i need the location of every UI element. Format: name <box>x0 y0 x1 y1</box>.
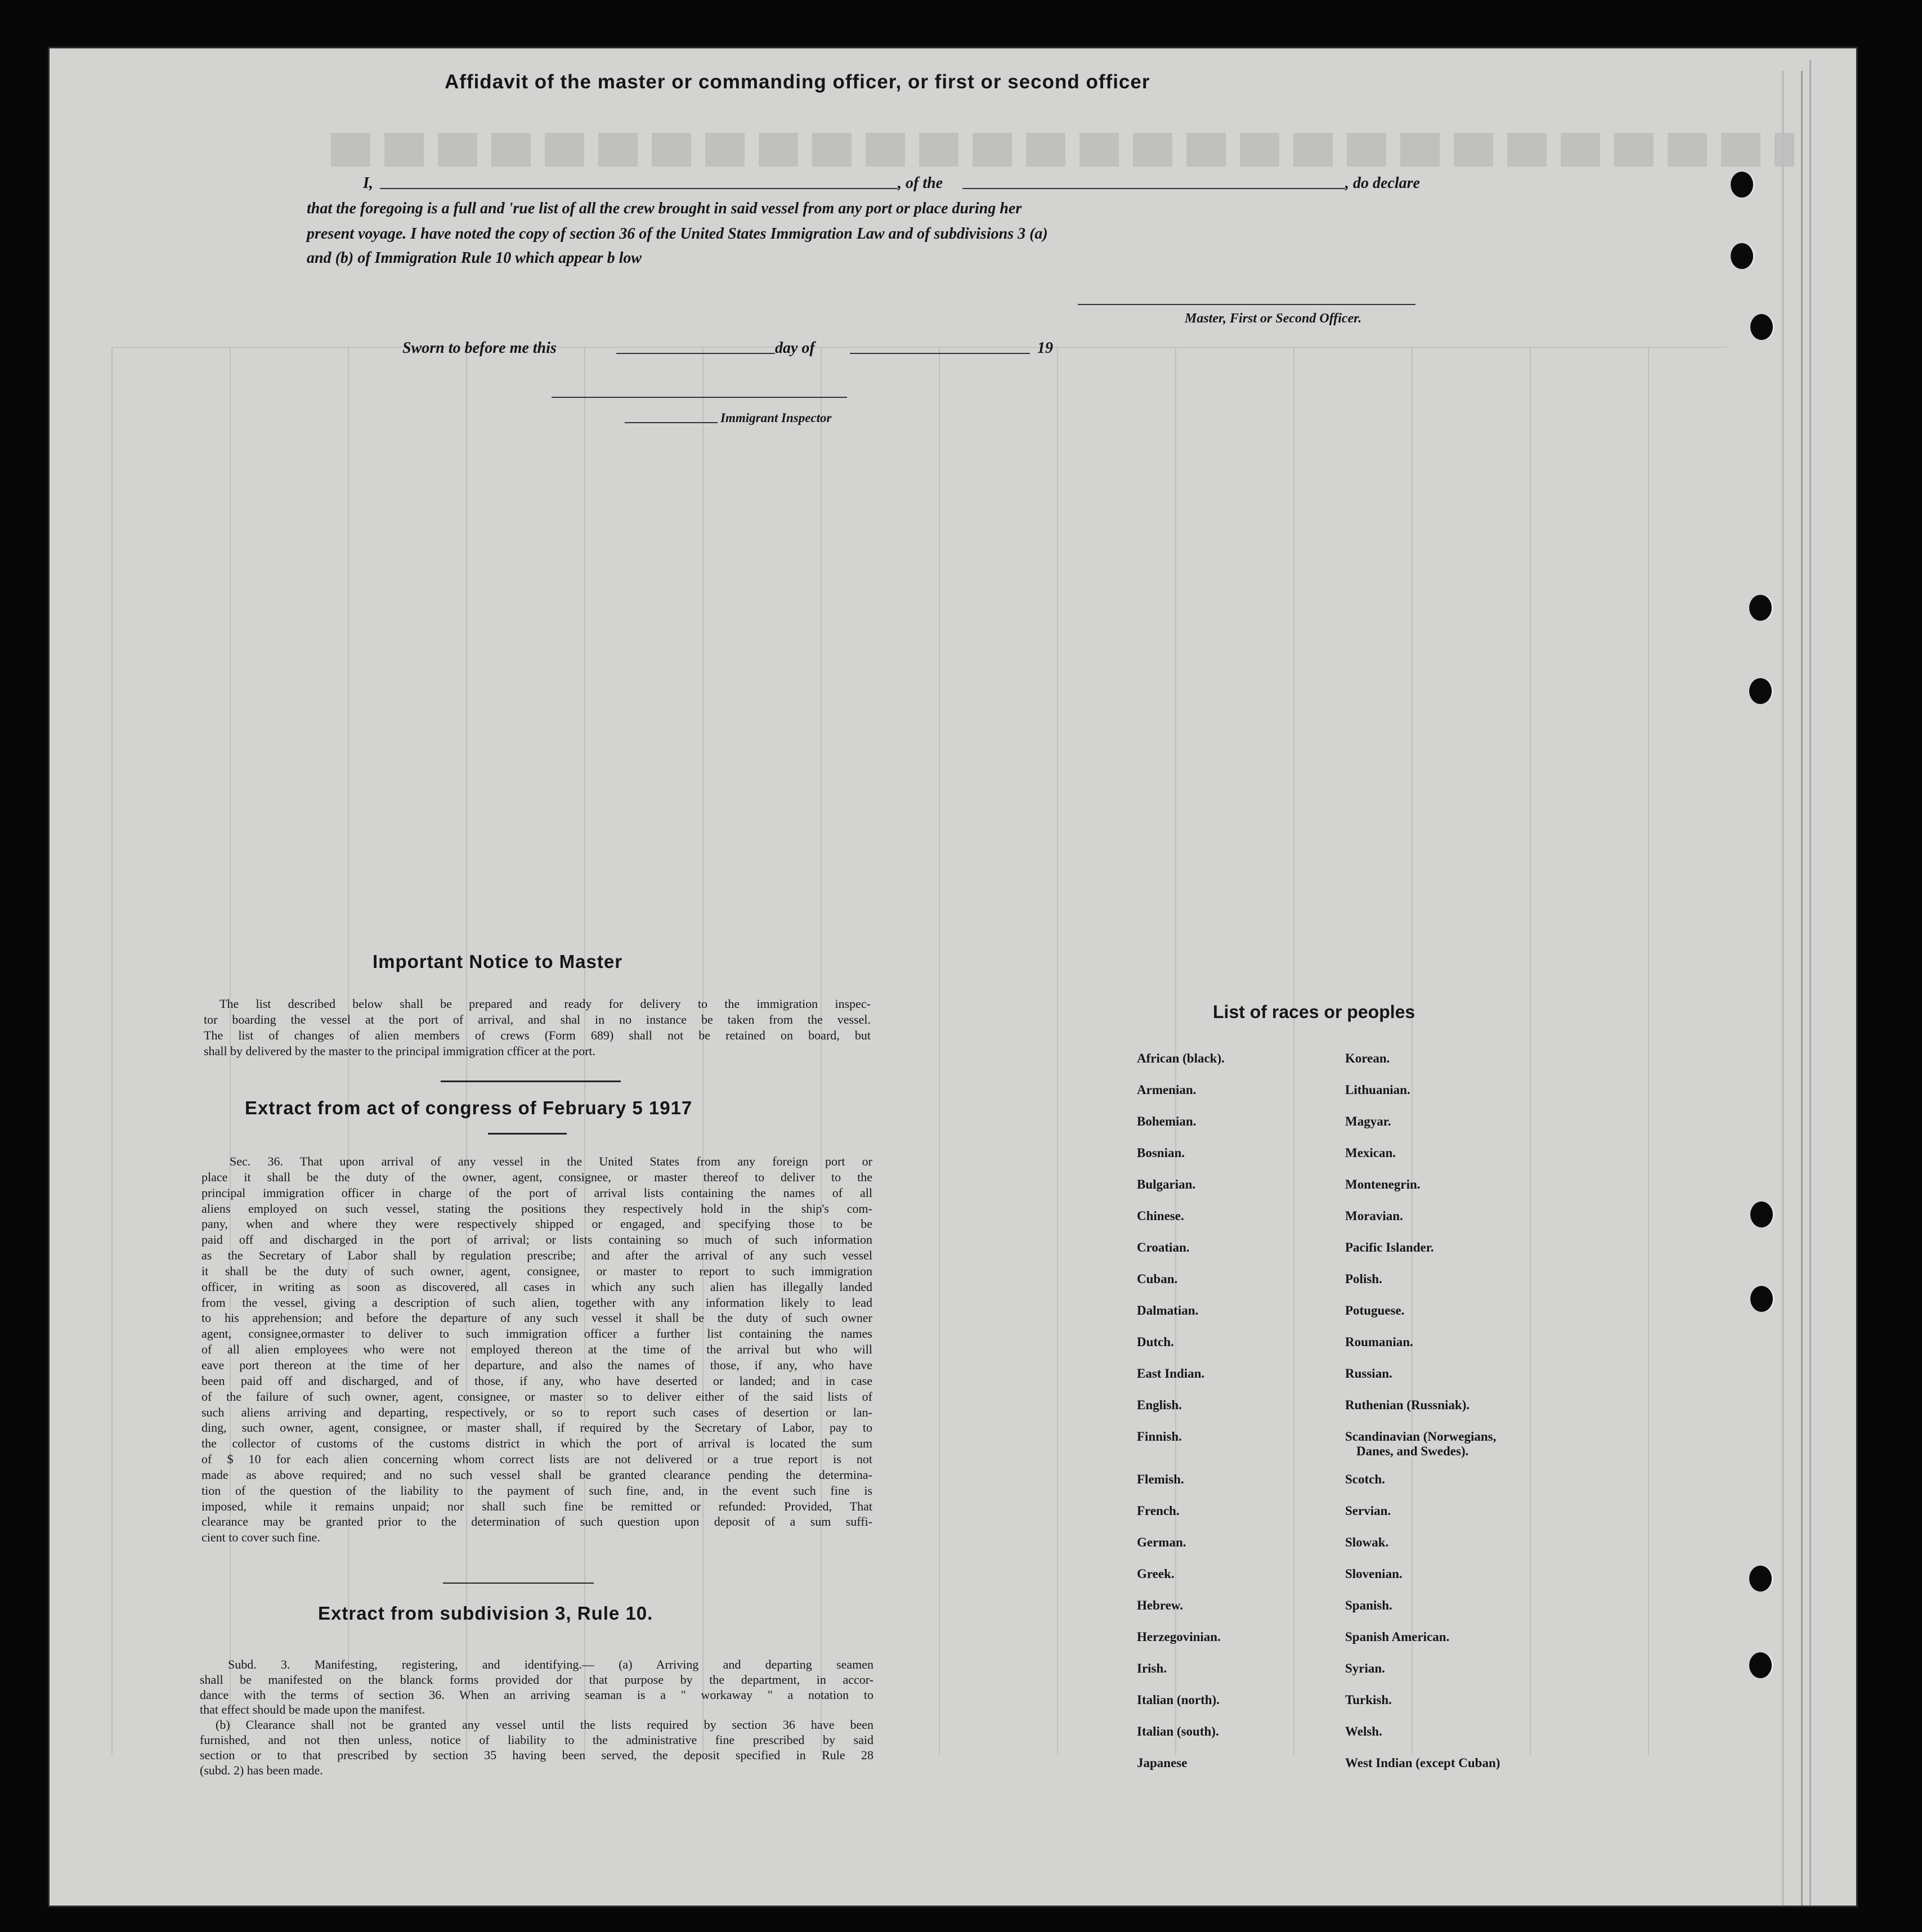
act-line: ding, such owner, agent, consignee, or master shall, if required by the Secretary of Labor, pay to <box>201 1420 872 1435</box>
rule-line: that effect should be made upon the manifest. <box>200 1702 425 1717</box>
sworn-line <box>402 339 1078 357</box>
race-item: Flemish. <box>1137 1472 1184 1486</box>
affidavit-declare: , do declare <box>1345 174 1420 192</box>
race-item: Slowak. <box>1345 1535 1389 1549</box>
race-item: Irish. <box>1137 1661 1167 1675</box>
race-item: Bulgarian. <box>1137 1177 1196 1191</box>
notice-line: The list described below shall be prepared and ready for delivery to the immigration inspec- <box>219 997 871 1011</box>
race-item: Syrian. <box>1345 1661 1385 1675</box>
inspector-signature-line <box>552 397 847 398</box>
race-item: Italian (south). <box>1137 1724 1219 1738</box>
affidavit-of-the: , of the <box>898 174 943 192</box>
rule-line: furnished, and not then unless, notice of liability to the administrative fine prescribed by said <box>200 1732 873 1747</box>
act-line: cient to cover such fine. <box>201 1530 320 1545</box>
race-item: Croatian. <box>1137 1240 1190 1254</box>
race-item: Pacific Islander. <box>1345 1240 1434 1254</box>
race-item: Roumanian. <box>1345 1335 1413 1349</box>
master-signature-line <box>1078 304 1415 305</box>
affidavit-line-4 <box>307 249 1430 267</box>
race-item: Cuban. <box>1137 1272 1178 1286</box>
act-line: made as above required; and no such vessel shall be granted clearance pending the determina- <box>201 1467 872 1482</box>
act-line: it shall be the duty of such owner, agent, consignee, or master to report to such immigration <box>201 1263 872 1278</box>
race-item: Slovenian. <box>1345 1567 1403 1581</box>
race-item: Armenian. <box>1137 1083 1197 1097</box>
notice-line: tor boarding the vessel at the port of arrival, and shal in no instance be taken from the vessel. <box>204 1012 871 1026</box>
rule-line: section or to that prescribed by section 35 having been served, the deposit specified in Rule 28 <box>200 1747 873 1762</box>
bleed-through-header <box>331 133 1794 167</box>
act-body <box>201 1154 872 1545</box>
notice-heading: Important Notice to Master <box>373 951 623 972</box>
act-line: from the vessel, giving a description of such alien, together with any information likely to lead <box>201 1295 872 1310</box>
race-item: Moravian. <box>1345 1209 1403 1223</box>
races-heading: List of races or peoples <box>1213 1002 1415 1022</box>
rule-body <box>200 1657 873 1778</box>
punch-hole <box>1749 678 1772 704</box>
race-item: Servian. <box>1345 1504 1391 1518</box>
act-line: tion of the question of the liability to the payment of such fine, and, in the event such fine is <box>201 1483 872 1498</box>
punch-hole <box>1750 1286 1773 1312</box>
act-line: to his apprehension; and before the departure of any such vessel it shall be the duty of such owner <box>201 1311 872 1325</box>
act-line: eave port thereon at the time of her departure, and also the names of those, if any, who have <box>201 1357 872 1372</box>
page-edge-back <box>1809 60 1825 1906</box>
race-item: Bosnian. <box>1137 1146 1185 1160</box>
manifest-page <box>50 48 1856 1906</box>
act-line: as the Secretary of Labor shall by regulation prescribe; and after the arrival of any such vessel <box>201 1248 872 1263</box>
race-item: Dalmatian. <box>1137 1303 1199 1317</box>
rule-heading: Extract from subdivision 3, Rule 10. <box>318 1603 653 1624</box>
page-edge <box>1782 71 1803 1906</box>
punch-hole <box>1749 1566 1772 1592</box>
race-item: Dutch. <box>1137 1335 1174 1349</box>
inspector-short-line <box>625 422 718 423</box>
punch-hole <box>1749 1652 1772 1678</box>
section-divider <box>443 1583 594 1584</box>
act-line: agent, consignee,ormaster to deliver to such immigration officer a further list containing the names <box>201 1326 872 1341</box>
act-line: aliens employed on such vessel, stating the positions they respectively hold in the ship's com- <box>201 1201 872 1216</box>
race-item: Herzegovinian. <box>1137 1630 1221 1644</box>
notice-line: shall by delivered by the master to the principal immigration cfficer at the port. <box>204 1043 596 1058</box>
race-item: Russian. <box>1345 1366 1392 1380</box>
sworn-year: 19 <box>1037 339 1053 357</box>
race-item: French. <box>1137 1504 1180 1518</box>
race-item: Spanish American. <box>1345 1630 1450 1644</box>
act-line: paid off and discharged in the port of arrival; or lists containing so much of such information <box>201 1232 872 1247</box>
act-line: of all alien employees who were not employed thereon at the time of the arrival but who will <box>201 1342 872 1357</box>
act-line: pany, when and where they were respectively shipped or engaged, and specifying those to be <box>201 1217 872 1231</box>
race-item: Montenegrin. <box>1345 1177 1421 1191</box>
affidavit-line-2 <box>307 200 1430 218</box>
sworn-prefix: Sworn to before me this <box>402 339 557 357</box>
race-item: Hebrew. <box>1137 1598 1183 1612</box>
affidavit-text-4: and (b) of Immigration Rule 10 which appear b low <box>307 249 642 267</box>
sworn-day-of: day of <box>775 339 815 357</box>
rule-line: Subd. 3. Manifesting, registering, and identifying.— (a) Arriving and departing seamen <box>228 1657 873 1671</box>
act-line: officer, in writing as soon as discovered, all cases in which any such alien has illegally landed <box>201 1279 872 1294</box>
race-item: Turkish. <box>1345 1693 1392 1707</box>
race-item: Japanese <box>1137 1756 1188 1770</box>
race-item: West Indian (except Cuban) <box>1345 1756 1500 1770</box>
race-item: Mexican. <box>1345 1146 1396 1160</box>
race-item: German. <box>1137 1535 1186 1549</box>
race-item: Polish. <box>1345 1272 1382 1286</box>
affidavit-line-3 <box>307 225 1430 243</box>
master-signature-label: Master, First or Second Officer. <box>1185 311 1362 326</box>
race-item: Magyar. <box>1345 1114 1391 1128</box>
act-line: place it shall be the duty of the owner, agent, consignee, or master thereof to deliver to the <box>201 1169 872 1184</box>
race-item: Lithuanian. <box>1345 1083 1410 1097</box>
punch-hole <box>1749 595 1772 621</box>
act-heading: Extract from act of congress of February 5 1917 <box>245 1097 693 1118</box>
act-line: principal immigration officer in charge of the port of arrival lists containing the names of all <box>201 1185 872 1200</box>
race-item: Potuguese. <box>1345 1303 1405 1317</box>
act-line: of $ 10 for each alien concerning whom correct lists are not delivered or a true report is not <box>201 1452 872 1467</box>
race-item: African (black). <box>1137 1051 1225 1065</box>
act-line: the collector of customs of the customs district in which the port of arrival is located the sum <box>201 1436 872 1451</box>
race-item: Ruthenian (Russniak). <box>1345 1398 1470 1412</box>
affidavit-i: I, <box>363 174 373 192</box>
section-divider <box>488 1133 567 1135</box>
notice-line: The list of changes of alien members of crews (Form 689) shall not be retained on board, but <box>204 1028 871 1042</box>
rule-line: (b) Clearance shall not be granted any vessel until the lists required by section 36 have been <box>216 1718 873 1732</box>
race-item: Scotch. <box>1345 1472 1385 1486</box>
affidavit-line-1 <box>307 174 1430 195</box>
act-line: imposed, while it remains unpaid; nor shall such fine be remitted or refunded: Provided, That <box>201 1499 872 1513</box>
race-item: English. <box>1137 1398 1182 1412</box>
race-item: Spanish. <box>1345 1598 1392 1612</box>
rule-line: shall be manifested on the blanck forms provided dor that purpose by the department, in accor- <box>200 1672 873 1687</box>
race-item: Bohemian. <box>1137 1114 1197 1128</box>
notice-body <box>204 996 871 1059</box>
section-divider <box>441 1081 621 1082</box>
race-item: Finnish. <box>1137 1429 1182 1444</box>
affidavit-text-3: present voyage. I have noted the copy of section 36 of the United States Immigration Law and of subdivisions 3 (a) <box>307 225 1048 243</box>
race-item: Welsh. <box>1345 1724 1382 1738</box>
inspector-label: Immigrant Inspector <box>720 411 832 425</box>
race-item: Scandinavian (Norwegians, <box>1345 1429 1497 1444</box>
act-line: such aliens arriving and departing, respectively, or so to report such cases of desertion or lan- <box>201 1405 872 1419</box>
act-line: Sec. 36. That upon arrival of any vessel in the United States from any foreign port or <box>230 1154 872 1168</box>
act-line: clearance may be granted prior to the determination of such question upon deposit of a sum suffi- <box>201 1514 872 1529</box>
race-item: Italian (north). <box>1137 1693 1220 1707</box>
race-item: Chinese. <box>1137 1209 1184 1223</box>
race-item: Danes, and Swedes). <box>1356 1444 1469 1458</box>
act-line: of the failure of such owner, agent, consignee, or master so to deliver either of the said lists of <box>201 1389 872 1404</box>
punch-hole <box>1750 314 1773 340</box>
race-item: East Indian. <box>1137 1366 1205 1380</box>
punch-hole <box>1731 243 1753 269</box>
punch-hole <box>1731 172 1753 198</box>
rule-line: dance with the terms of section 36. When an arriving seaman is a " workaway " a notation to <box>200 1687 873 1702</box>
rule-line: (subd. 2) has been made. <box>200 1763 323 1777</box>
punch-hole <box>1750 1202 1773 1227</box>
race-item: Korean. <box>1345 1051 1390 1065</box>
act-line: been paid off and discharged, and of those, if any, who have deserted or landed; and in case <box>201 1373 872 1388</box>
affidavit-text-2: that the foregoing is a full and 'rue list of all the crew brought in said vessel from any port or place during her <box>307 200 1022 217</box>
affidavit-title: Affidavit of the master or commanding officer, or first or second officer <box>445 71 1150 93</box>
race-item: Greek. <box>1137 1567 1175 1581</box>
